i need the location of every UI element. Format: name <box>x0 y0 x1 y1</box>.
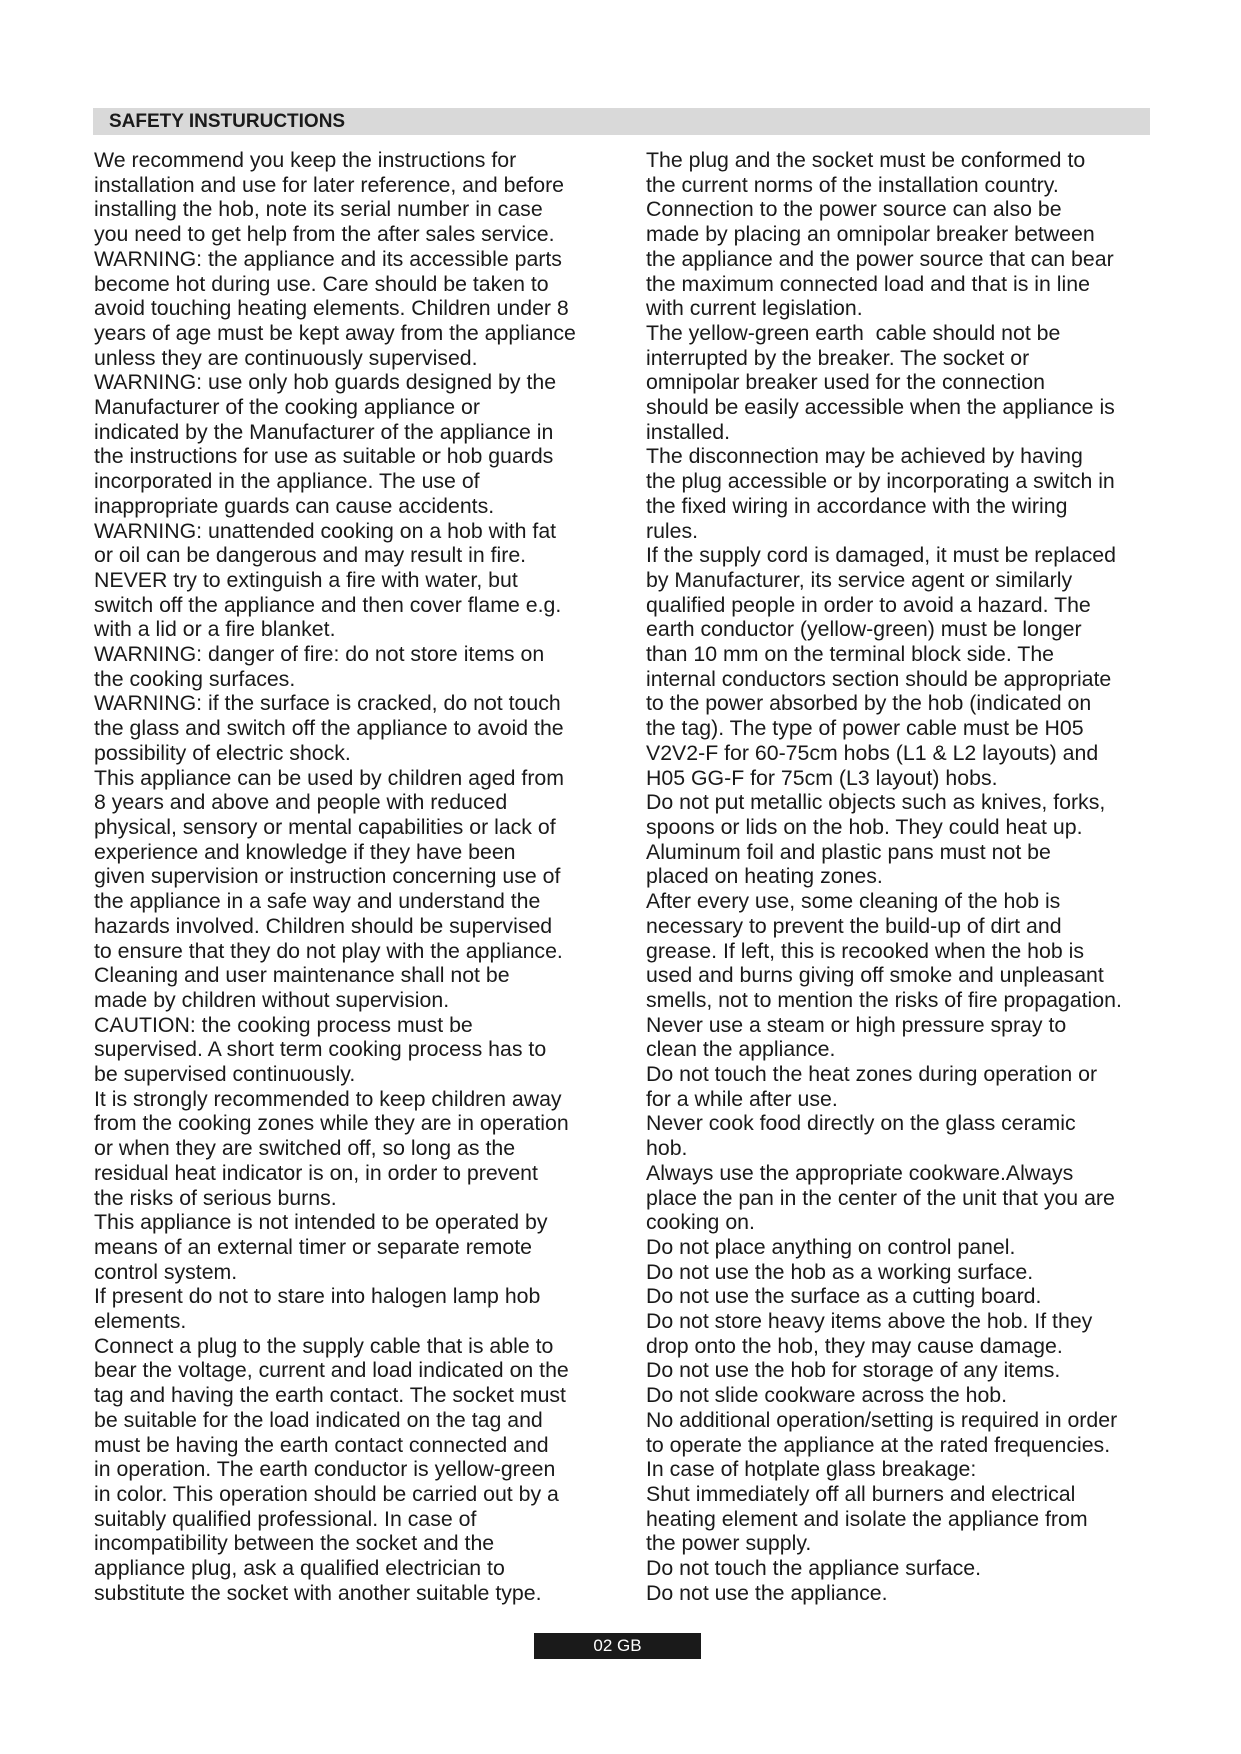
text-line: the plug accessible or by incorporating a switch in <box>646 469 1115 494</box>
text-line: omnipolar breaker used for the connection <box>646 370 1045 395</box>
text-line: It is strongly recommended to keep children away <box>94 1086 562 1111</box>
text-line: Manufacturer of the cooking appliance or <box>94 395 480 420</box>
text-line: Do not place anything on control panel. <box>646 1234 1016 1259</box>
text-line: clean the appliance. <box>646 1037 836 1062</box>
text-line: the instructions for use as suitable or hob guards <box>94 444 554 469</box>
text-line: to ensure that they do not play with the appliance. <box>94 938 563 963</box>
text-line: become hot during use. Care should be taken to <box>94 271 549 296</box>
text-line: be suitable for the load indicated on the tag and <box>94 1407 543 1432</box>
text-line: for a while after use. <box>646 1086 838 1111</box>
text-line: with a lid or a fire blanket. <box>94 617 336 642</box>
text-line: The plug and the socket must be conformed to <box>646 148 1086 172</box>
text-line: the current norms of the installation country. <box>646 172 1059 197</box>
text-line: We recommend you keep the instructions for <box>94 148 517 172</box>
text-line: CAUTION: the cooking process must be <box>94 1012 473 1037</box>
text-line: bear the voltage, current and load indicated on the <box>94 1358 569 1383</box>
section-title: SAFETY INSTURUCTIONS <box>109 111 346 132</box>
text-line: substitute the socket with another suitable type. <box>94 1580 542 1605</box>
text-line: installed. <box>646 419 731 444</box>
text-line: rules. <box>646 518 699 543</box>
text-line: heating element and isolate the appliance from <box>646 1506 1088 1531</box>
text-line: H05 GG-F for 75cm (L3 layout) hobs. <box>646 765 998 790</box>
text-line: by Manufacturer, its service agent or similarly <box>646 567 1073 592</box>
text-line: years of age must be kept away from the appliance <box>94 320 576 345</box>
text-line: unless they are continuously supervised. <box>94 345 478 370</box>
text-line: The yellow-green earth cable should not be <box>646 320 1061 345</box>
text-line: appliance plug, ask a qualified electrician to <box>94 1556 505 1581</box>
text-line: the appliance in a safe way and understand the <box>94 889 541 914</box>
text-line: from the cooking zones while they are in operation <box>94 1111 569 1136</box>
text-line: cooking on. <box>646 1210 755 1235</box>
text-line: the tag). The type of power cable must be H05 <box>646 716 1084 741</box>
text-line: physical, sensory or mental capabilities or lack of <box>94 814 556 839</box>
text-line: avoid touching heating elements. Children under 8 <box>94 296 569 321</box>
text-line: tag and having the earth contact. The socket must <box>94 1383 566 1408</box>
text-line: control system. <box>94 1259 238 1284</box>
text-line: Do not slide cookware across the hob. <box>646 1383 1008 1408</box>
text-line: grease. If left, this is recooked when the hob is <box>646 938 1085 963</box>
text-line: means of an external timer or separate remote <box>94 1234 532 1259</box>
text-line: the cooking surfaces. <box>94 666 296 691</box>
text-line: No additional operation/setting is required in order <box>646 1407 1118 1432</box>
text-line: installation and use for later reference, and before <box>94 172 565 197</box>
text-line: made by children without supervision. <box>94 987 450 1012</box>
text-line: you need to get help from the after sales service. <box>94 222 555 247</box>
text-line: V2V2-F for 60-75cm hobs (L1 & L2 layouts) and <box>646 740 1099 765</box>
left-text-column <box>94 148 624 1605</box>
text-line: Do not touch the appliance surface. <box>646 1556 982 1581</box>
page-number-badge <box>534 1633 701 1659</box>
text-line: WARNING: unattended cooking on a hob with fat <box>94 518 557 543</box>
text-line: must be having the earth contact connected and <box>94 1432 549 1457</box>
text-line: experience and knowledge if they have been <box>94 839 516 864</box>
text-line: Always use the appropriate cookware.Always <box>646 1160 1074 1185</box>
text-line: Connection to the power source can also be <box>646 197 1062 222</box>
text-line: or oil can be dangerous and may result in fire. <box>94 543 527 568</box>
text-line: NEVER try to extinguish a fire with water, but <box>94 567 518 592</box>
text-line: place the pan in the center of the unit that you are <box>646 1185 1115 1210</box>
text-line: elements. <box>94 1309 187 1334</box>
text-line: in operation. The earth conductor is yellow-green <box>94 1457 556 1482</box>
text-line: installing the hob, note its serial number in case <box>94 197 543 222</box>
text-line: Do not use the appliance. <box>646 1580 888 1605</box>
text-line: This appliance can be used by children aged from <box>94 765 564 790</box>
text-line: made by placing an omnipolar breaker between <box>646 222 1095 247</box>
text-line: WARNING: if the surface is cracked, do not touch <box>94 691 561 716</box>
text-line: Do not store heavy items above the hob. If they <box>646 1309 1093 1334</box>
text-line: Aluminum foil and plastic pans must not be <box>646 839 1051 864</box>
text-line: incompatibility between the socket and the <box>94 1531 495 1556</box>
text-line: supervised. A short term cooking process has to <box>94 1037 547 1062</box>
text-line: internal conductors section should be appropriate <box>646 666 1112 691</box>
text-line: placed on heating zones. <box>646 864 883 889</box>
text-line: switch off the appliance and then cover flame e.g. <box>94 592 562 617</box>
text-line: In case of hotplate glass breakage: <box>646 1457 977 1482</box>
text-line: be supervised continuously. <box>94 1062 356 1087</box>
text-line: hob. <box>646 1136 688 1161</box>
text-line: qualified people in order to avoid a hazard. The <box>646 592 1091 617</box>
text-line: WARNING: the appliance and its accessible parts <box>94 246 562 271</box>
text-line: to the power absorbed by the hob (indicated on <box>646 691 1092 716</box>
text-line: to operate the appliance at the rated frequencies. <box>646 1432 1111 1457</box>
text-line: interrupted by the breaker. The socket or <box>646 345 1030 370</box>
text-line: given supervision or instruction concerning use of <box>94 864 561 889</box>
text-line: the power supply. <box>646 1531 812 1556</box>
text-line: or when they are switched off, so long as the <box>94 1136 516 1161</box>
text-line: Never use a steam or high pressure spray to <box>646 1012 1067 1037</box>
text-line: drop onto the hob, they may cause damage. <box>646 1333 1063 1358</box>
text-line: should be easily accessible when the appliance is <box>646 395 1115 420</box>
text-line: After every use, some cleaning of the hob is <box>646 889 1061 914</box>
text-line: possibility of electric shock. <box>94 740 351 765</box>
text-line: inappropriate guards can cause accidents. <box>94 493 495 518</box>
text-line: spoons or lids on the hob. They could heat up. <box>646 814 1083 839</box>
right-text-column <box>646 148 1162 1605</box>
text-line: Do not use the surface as a cutting board. <box>646 1284 1042 1309</box>
text-line: the glass and switch off the appliance to avoid the <box>94 716 564 741</box>
text-line: Do not put metallic objects such as knives, forks, <box>646 790 1106 815</box>
text-line: residual heat indicator is on, in order to prevent <box>94 1160 538 1185</box>
text-line: the maximum connected load and that is in line <box>646 271 1090 296</box>
text-line: If the supply cord is damaged, it must be replaced <box>646 543 1116 568</box>
section-header <box>93 108 1150 135</box>
text-line: This appliance is not intended to be operated by <box>94 1210 548 1235</box>
text-line: the risks of serious burns. <box>94 1185 337 1210</box>
text-line: indicated by the Manufacturer of the appliance in <box>94 419 554 444</box>
text-line: earth conductor (yellow-green) must be longer <box>646 617 1082 642</box>
text-line: than 10 mm on the terminal block side. The <box>646 642 1055 667</box>
text-line: Do not use the hob as a working surface. <box>646 1259 1034 1284</box>
text-line: 8 years and above and people with reduced <box>94 790 508 815</box>
text-line: Do not touch the heat zones during operation or <box>646 1062 1098 1087</box>
text-line: hazards involved. Children should be supervised <box>94 913 553 938</box>
text-line: in color. This operation should be carried out by a <box>94 1481 559 1506</box>
text-line: with current legislation. <box>646 296 863 321</box>
text-line: used and burns giving off smoke and unpleasant <box>646 963 1104 988</box>
text-line: WARNING: use only hob guards designed by the <box>94 370 557 395</box>
text-line: the fixed wiring in accordance with the wiring <box>646 493 1068 518</box>
text-line: incorporated in the appliance. The use of <box>94 469 480 494</box>
text-line: Do not use the hob for storage of any items. <box>646 1358 1061 1383</box>
text-line: the appliance and the power source that can bear <box>646 246 1114 271</box>
page-number: 02 GB <box>593 1636 642 1655</box>
text-line: If present do not to stare into halogen lamp hob <box>94 1284 541 1309</box>
text-line: Connect a plug to the supply cable that is able to <box>94 1333 554 1358</box>
text-line: necessary to prevent the build-up of dirt and <box>646 913 1062 938</box>
text-line: WARNING: danger of fire: do not store items on <box>94 642 545 667</box>
text-line: suitably qualified professional. In case of <box>94 1506 477 1531</box>
text-line: Shut immediately off all burners and electrical <box>646 1481 1076 1506</box>
text-line: Cleaning and user maintenance shall not be <box>94 963 510 988</box>
text-line: smells, not to mention the risks of fire propagation. <box>646 987 1122 1012</box>
text-line: Never cook food directly on the glass ceramic <box>646 1111 1076 1136</box>
text-line: The disconnection may be achieved by having <box>646 444 1083 469</box>
